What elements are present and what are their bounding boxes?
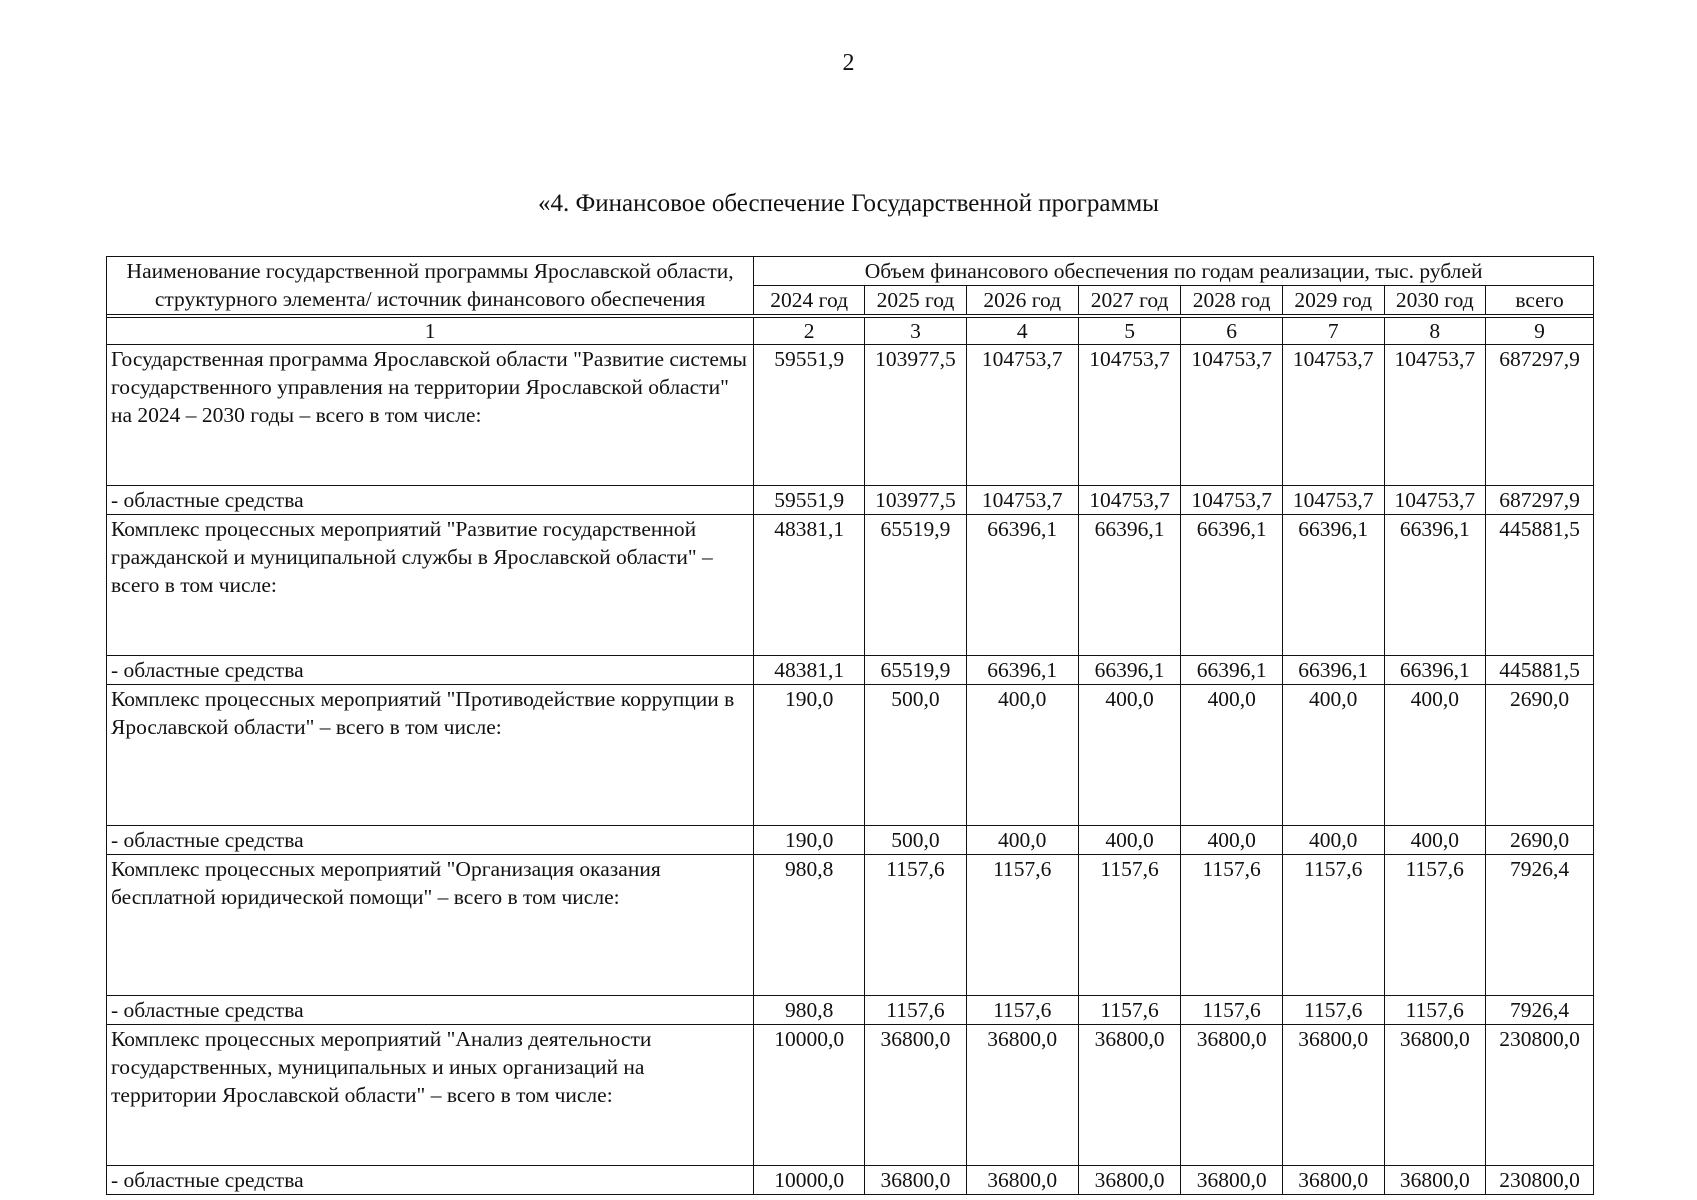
- year-value-cell: 1157,6: [1181, 996, 1283, 1025]
- year-value-cell: 65519,9: [865, 515, 967, 656]
- year-value-cell: 1157,6: [865, 996, 967, 1025]
- year-value-cell: 1157,6: [1282, 855, 1384, 996]
- source-name-cell: - областные средства: [107, 996, 754, 1025]
- year-value-cell: 36800,0: [1282, 1025, 1384, 1166]
- column-number: 9: [1486, 318, 1594, 345]
- year-value-cell: 400,0: [1384, 685, 1486, 826]
- year-value-cell: 500,0: [865, 685, 967, 826]
- year-value-cell: 1157,6: [966, 855, 1078, 996]
- year-value-cell: 400,0: [1078, 685, 1181, 826]
- year-header: 2029 год: [1282, 286, 1384, 315]
- source-name-cell: - областные средства: [107, 486, 754, 515]
- total-value-cell: 2690,0: [1486, 685, 1594, 826]
- year-value-cell: 66396,1: [1078, 515, 1181, 656]
- year-value-cell: 104753,7: [1384, 345, 1486, 486]
- section-heading: «4. Финансовое обеспечение Государственной программы: [538, 190, 1159, 217]
- year-value-cell: 1157,6: [1078, 996, 1181, 1025]
- year-value-cell: 36800,0: [1078, 1025, 1181, 1166]
- source-row: [107, 996, 1594, 1025]
- year-value-cell: 36800,0: [1078, 1166, 1181, 1195]
- year-value-cell: 103977,5: [865, 345, 967, 486]
- year-value-cell: 48381,1: [754, 656, 865, 685]
- year-value-cell: 104753,7: [1181, 345, 1283, 486]
- year-value-cell: 66396,1: [1181, 656, 1283, 685]
- year-value-cell: 104753,7: [1181, 486, 1283, 515]
- year-value-cell: 104753,7: [966, 486, 1078, 515]
- total-value-cell: 2690,0: [1486, 826, 1594, 855]
- year-header: 2025 год: [865, 286, 967, 315]
- column-number: 7: [1282, 318, 1384, 345]
- source-name-cell: - областные средства: [107, 656, 754, 685]
- name-column-header: Наименование государственной программы Ярославской области, структурного элемента/ источник финансового обеспечения: [107, 257, 754, 315]
- program-name-cell: Комплекс процессных мероприятий "Противодействие коррупции в Ярославской области" – всего в том числе:: [107, 685, 754, 826]
- source-name-cell: - областные средства: [107, 1166, 754, 1195]
- year-value-cell: 1157,6: [1384, 996, 1486, 1025]
- total-header: всего: [1486, 286, 1594, 315]
- year-value-cell: 400,0: [1078, 826, 1181, 855]
- year-value-cell: 36800,0: [865, 1166, 967, 1195]
- source-row: [107, 486, 1594, 515]
- year-value-cell: 400,0: [1282, 685, 1384, 826]
- year-header: 2026 год: [966, 286, 1078, 315]
- year-value-cell: 103977,5: [865, 486, 967, 515]
- year-value-cell: 190,0: [754, 826, 865, 855]
- year-value-cell: 65519,9: [865, 656, 967, 685]
- year-value-cell: 36800,0: [1384, 1025, 1486, 1166]
- year-value-cell: 500,0: [865, 826, 967, 855]
- page-number: 2: [842, 50, 855, 76]
- year-value-cell: 66396,1: [1282, 656, 1384, 685]
- year-value-cell: 400,0: [1282, 826, 1384, 855]
- year-value-cell: 66396,1: [1181, 515, 1283, 656]
- year-value-cell: 980,8: [754, 855, 865, 996]
- column-number: 8: [1384, 318, 1486, 345]
- year-value-cell: 400,0: [966, 826, 1078, 855]
- total-value-cell: 230800,0: [1486, 1025, 1594, 1166]
- column-number-row: [107, 318, 1594, 345]
- year-value-cell: 400,0: [1181, 826, 1283, 855]
- year-value-cell: 36800,0: [865, 1025, 967, 1166]
- year-value-cell: 36800,0: [1181, 1166, 1283, 1195]
- year-value-cell: 36800,0: [966, 1025, 1078, 1166]
- financing-table: [106, 256, 1594, 1195]
- column-number: 3: [865, 318, 967, 345]
- total-value-cell: 7926,4: [1486, 996, 1594, 1025]
- year-value-cell: 59551,9: [754, 345, 865, 486]
- year-value-cell: 66396,1: [966, 515, 1078, 656]
- year-header: 2027 год: [1078, 286, 1181, 315]
- column-number: 4: [966, 318, 1078, 345]
- year-value-cell: 104753,7: [1078, 486, 1181, 515]
- column-number: 2: [754, 318, 865, 345]
- year-value-cell: 66396,1: [1384, 515, 1486, 656]
- total-value-cell: 230800,0: [1486, 1166, 1594, 1195]
- year-value-cell: 980,8: [754, 996, 865, 1025]
- column-number: 5: [1078, 318, 1181, 345]
- program-row: [107, 855, 1594, 996]
- source-row: [107, 1166, 1594, 1195]
- year-value-cell: 66396,1: [1384, 656, 1486, 685]
- year-value-cell: 66396,1: [1078, 656, 1181, 685]
- year-value-cell: 104753,7: [966, 345, 1078, 486]
- column-number: 1: [107, 318, 754, 345]
- year-value-cell: 36800,0: [1181, 1025, 1283, 1166]
- volume-column-header: Объем финансового обеспечения по годам реализации, тыс. рублей: [754, 257, 1594, 286]
- year-value-cell: 36800,0: [966, 1166, 1078, 1195]
- year-value-cell: 104753,7: [1078, 345, 1181, 486]
- program-name-cell: Комплекс процессных мероприятий "Организация оказания бесплатной юридической помощи" – всего в том числе:: [107, 855, 754, 996]
- year-value-cell: 190,0: [754, 685, 865, 826]
- total-value-cell: 7926,4: [1486, 855, 1594, 996]
- total-value-cell: 687297,9: [1486, 486, 1594, 515]
- year-value-cell: 10000,0: [754, 1166, 865, 1195]
- source-row: [107, 656, 1594, 685]
- source-name-cell: - областные средства: [107, 826, 754, 855]
- program-row: [107, 685, 1594, 826]
- program-name-cell: Комплекс процессных мероприятий "Развитие государственной гражданской и муниципальной службы в Ярославской области" – всего в том числе:: [107, 515, 754, 656]
- year-value-cell: 10000,0: [754, 1025, 865, 1166]
- source-row: [107, 826, 1594, 855]
- year-value-cell: 66396,1: [966, 656, 1078, 685]
- year-value-cell: 104753,7: [1282, 345, 1384, 486]
- program-row: [107, 345, 1594, 486]
- year-header: 2030 год: [1384, 286, 1486, 315]
- year-value-cell: 400,0: [966, 685, 1078, 826]
- program-row: [107, 515, 1594, 656]
- year-value-cell: 59551,9: [754, 486, 865, 515]
- header-row-top: [107, 257, 1594, 286]
- year-value-cell: 1157,6: [865, 855, 967, 996]
- year-value-cell: 1157,6: [1078, 855, 1181, 996]
- year-value-cell: 104753,7: [1282, 486, 1384, 515]
- year-value-cell: 48381,1: [754, 515, 865, 656]
- year-value-cell: 66396,1: [1282, 515, 1384, 656]
- total-value-cell: 445881,5: [1486, 656, 1594, 685]
- year-header: 2024 год: [754, 286, 865, 315]
- year-value-cell: 400,0: [1384, 826, 1486, 855]
- year-value-cell: 36800,0: [1384, 1166, 1486, 1195]
- year-value-cell: 1157,6: [966, 996, 1078, 1025]
- column-number: 6: [1181, 318, 1283, 345]
- year-value-cell: 104753,7: [1384, 486, 1486, 515]
- year-value-cell: 1157,6: [1384, 855, 1486, 996]
- total-value-cell: 445881,5: [1486, 515, 1594, 656]
- program-row: [107, 1025, 1594, 1166]
- program-name-cell: Комплекс процессных мероприятий "Анализ деятельности государственных, муниципальных и иных организаций на территории Ярославской области" – всего в том числе:: [107, 1025, 754, 1166]
- year-value-cell: 400,0: [1181, 685, 1283, 826]
- total-value-cell: 687297,9: [1486, 345, 1594, 486]
- year-value-cell: 1157,6: [1181, 855, 1283, 996]
- year-value-cell: 1157,6: [1282, 996, 1384, 1025]
- year-header: 2028 год: [1181, 286, 1283, 315]
- year-value-cell: 36800,0: [1282, 1166, 1384, 1195]
- program-name-cell: Государственная программа Ярославской области "Развитие системы государственного управления на территории Ярославской области" на 2024 – 2030 годы – всего в том числе:: [107, 345, 754, 486]
